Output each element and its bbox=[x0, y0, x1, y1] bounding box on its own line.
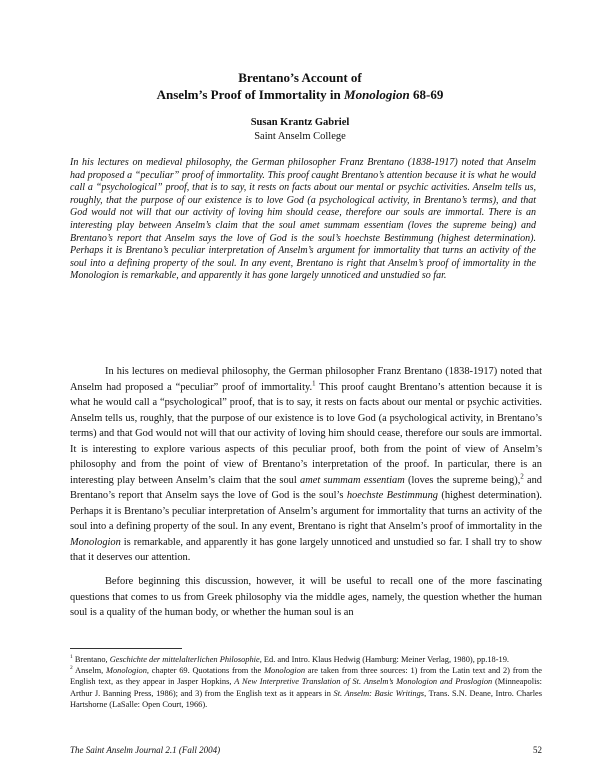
footnote-1-number: 1 bbox=[70, 654, 73, 661]
p1-text-6: is remarkable, and apparently it has gone largely unnoticed and unstudied so far. I shall try to show that it deserves our attention. bbox=[70, 536, 542, 563]
footnote-1-title: Geschichte der mittelalterlichen Philosophie bbox=[109, 655, 260, 664]
footnote-2-text-a: Anselm, bbox=[72, 666, 106, 676]
footnote-2-text-e: , Trans. S.N. Deane, Intro. Charles Hartshorne (LaSalle: Open Court, 1966). bbox=[70, 688, 543, 709]
p1-text-4: and Brentano’s report that Anselm says the love of God is the soul’s bbox=[70, 474, 542, 501]
footnote-2-number: 2 bbox=[70, 665, 73, 672]
footnote-2-monologion-1: Monologion bbox=[105, 666, 147, 676]
footnote-2 bbox=[70, 665, 542, 710]
footnotes bbox=[70, 654, 542, 710]
author-block bbox=[0, 116, 600, 144]
footnote-2-text-b: , chapter 69. Quotations from the bbox=[146, 666, 265, 676]
footnote-1-text-a: Brentano, bbox=[72, 655, 110, 664]
author-affiliation: Saint Anselm College bbox=[254, 131, 346, 142]
title-line-2 bbox=[0, 86, 600, 103]
footnote-divider bbox=[70, 648, 182, 649]
p1-german-phrase: hoechste Bestimmung bbox=[346, 490, 438, 501]
title-line-2-italic: Monologion bbox=[344, 87, 410, 102]
footnote-2-book-1: A New Interpretive Translation of St. Anselm’s Monologion and Proslogion bbox=[234, 677, 493, 687]
author-name: Susan Krantz Gabriel bbox=[250, 117, 350, 128]
p1-latin-phrase: amet summam essentiam bbox=[300, 474, 405, 486]
title-line-1: Brentano’s Account of bbox=[238, 70, 362, 85]
footnote-2-text-c: are taken from three sources: 1) from the Latin text and 2) from the English text, as they appear in Jasper Hopkins, bbox=[70, 666, 543, 687]
footnote-1-text-b: , Ed. and Intro. Klaus Hedwig (Hamburg: Meiner Verlag, 1980), pp.18-19. bbox=[259, 655, 509, 664]
footnote-ref-1: 1 bbox=[312, 380, 316, 388]
article-title bbox=[0, 69, 600, 103]
title-line-2-suffix: 68-69 bbox=[409, 87, 444, 102]
p1-text-2: This proof caught Brentano’s attention because it is what he would call a “psychological” proof, that is to say, it rests on facts about our mental or psychic activities. Anselm tells us, roughly, that the purpose of our existence is to love God (a psychological activity, in Brentano’s terms) and that God would not will that our activity of loving him should cease, therefore our souls are immortal. It is interesting to explore various aspects of this peculiar proof, both from the point of view of Anselm’s philosophy and from the point of view of Brentano’s interpretation of the proof. In particular, there is an interesting play between Anselm’s claim that the soul bbox=[70, 381, 542, 486]
p1-text-3: (loves the supreme being), bbox=[404, 474, 521, 486]
body-paragraph-2: Before beginning this discussion, however, it will be useful to recall one of the more fascinating questions that comes to us from Greek philosophy via the middle ages, namely, the question whether the human soul is a quality of the human body, or whether the human soul is an bbox=[70, 576, 542, 618]
page-footer bbox=[70, 744, 542, 756]
p1-text-1: In his lectures on medieval philosophy, the German philosopher Franz Brentano (1838-1917) noted that Anselm had proposed a “peculiar” proof of immortality. bbox=[70, 366, 542, 393]
abstract: In his lectures on medieval philosophy, the German philosopher Franz Brentano (1838-1917) noted that Anselm had proposed a “peculiar” proof of immortality. This proof caught Brentano’s attention because it is what he would call a “psychological” proof, that is to say, it rests on facts about our mental or psychic activities. Anselm tells us, roughly, that the purpose of our existence is to love God (a psychological activity, in Brentano’s terms), and that God would not will that our activity of loving him should cease, therefore our souls are immortal. There is an interesting play between Anselm’s claim that the soul amet summam essentiam (loves the supreme being) and Brentano’s report that Anselm says the love of God is the soul’s hoechste Bestimmung (highest determination). Perhaps it is Brentano’s peculiar interpretation of Anselm’s argument for immortality that turns an activity of the soul into a defining property of the soul. In any event, Brentano is right that Anselm’s proof of immortality in the Monologion is remarkable, and apparently it has gone largely unnoticed and unstudied so far. bbox=[70, 157, 536, 282]
footnote-2-monologion-2: Monologion bbox=[264, 666, 306, 676]
footnote-ref-2: 2 bbox=[520, 473, 524, 481]
title-line-2-prefix: Anselm’s Proof of Immortality in bbox=[156, 87, 345, 102]
p1-text-5: (highest determination). Perhaps it is Brentano’s peculiar interpretation of Anselm’s argument for immortality that turns an activity of the soul into a defining property of the soul. In any event, Brentano is right that Anselm’s proof of immortality in the bbox=[70, 490, 543, 532]
footnote-2-book-2: St. Anselm: Basic Writings bbox=[333, 688, 425, 698]
body-paragraph-1 bbox=[70, 364, 542, 566]
p1-monologion: Monologion bbox=[70, 536, 121, 548]
page-number: 52 bbox=[533, 745, 542, 755]
footnote-2-text-d: (Minneapolis: Arthur J. Banning Press, 1986); and 3) from the English text as it appears in bbox=[70, 677, 542, 698]
journal-citation: The Saint Anselm Journal 2.1 (Fall 2004) bbox=[70, 745, 221, 755]
footnote-1 bbox=[70, 654, 542, 665]
